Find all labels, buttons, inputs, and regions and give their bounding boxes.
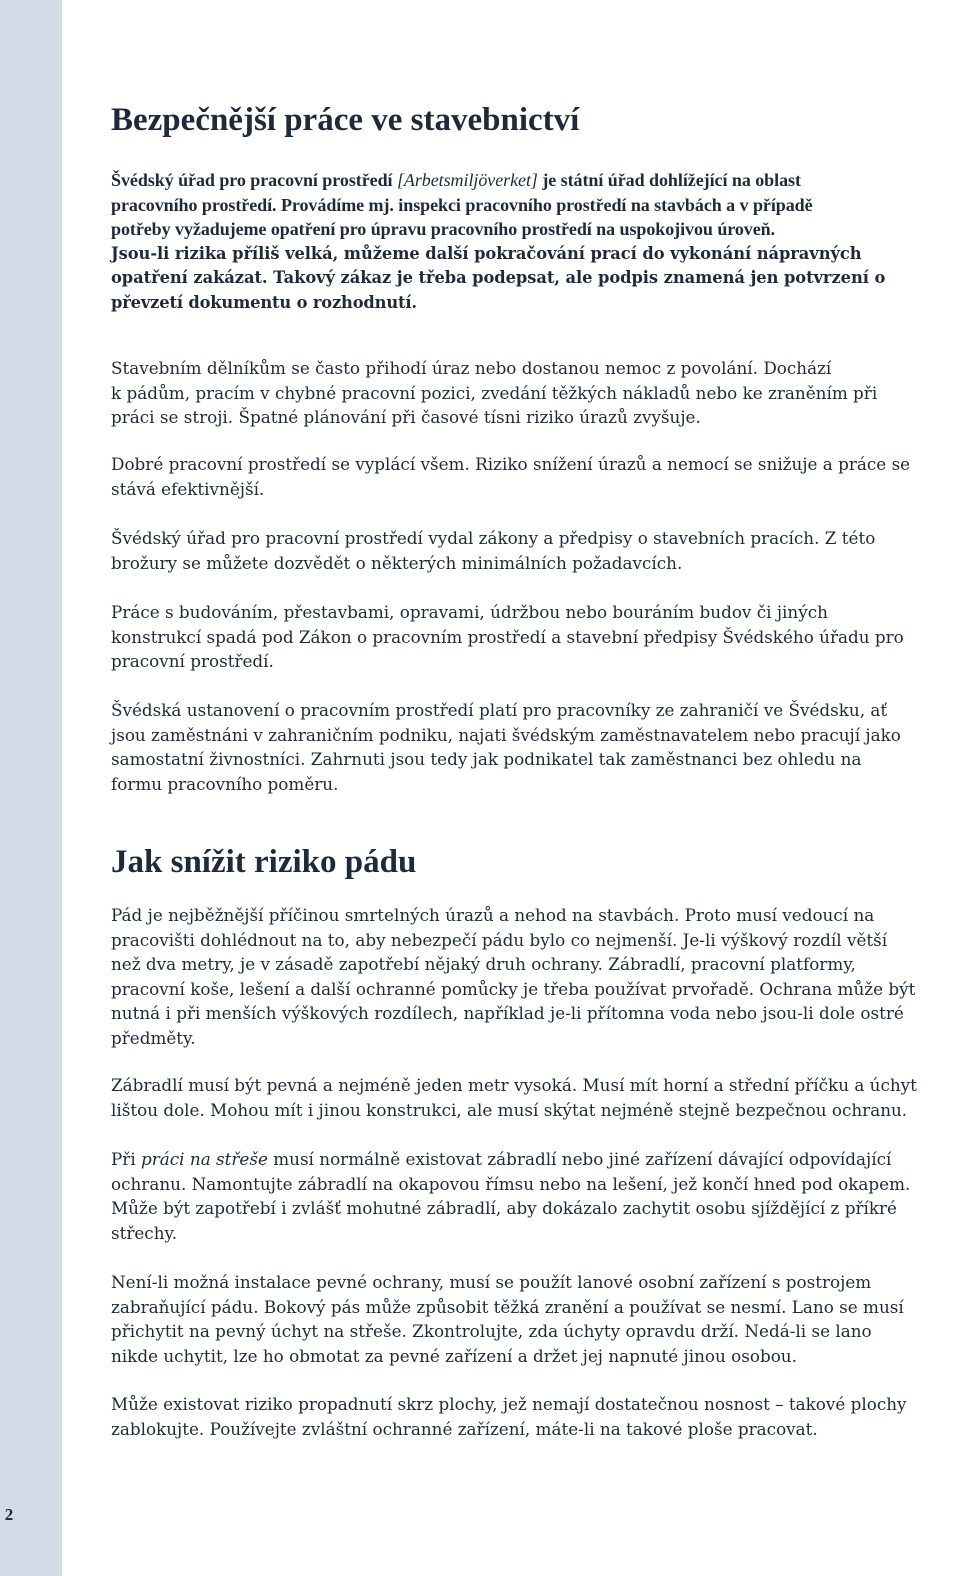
body-paragraph	[111, 1147, 956, 1245]
text-line: zablokujte. Používejte zvláštní ochranné zařízení, máte-li na takové ploše pracovat.	[111, 1418, 818, 1439]
text-line: převzetí dokumentu o rozhodnutí.	[111, 292, 417, 312]
body-paragraph	[111, 1270, 956, 1368]
text-line: formu pracovního poměru.	[111, 773, 339, 794]
text-line: než dva metry, je v zásadě zapotřebí nějaký druh ochrany. Zábradlí, pracovní platformy,	[111, 954, 856, 974]
text-line: jsou zaměstnáni v zahraničním podniku, najati švédským zaměstnavatelem nebo pracují jako	[111, 724, 901, 745]
text-line: Švédský úřad pro pracovní prostředí vydal zákony a předpisy o stavebních pracích. Z této	[111, 528, 876, 548]
body-paragraph	[111, 526, 956, 575]
text-line: přichytit na pevný úchyt na střeše. Zkontrolujte, zda úchyty opravdu drží. Nedá-li se lano	[111, 1321, 872, 1341]
text-line: Může být zapotřebí i zvlášť mohutné zábradlí, aby dokázalo zachytit osobu sjíždějící z příkré	[111, 1198, 897, 1218]
body-paragraph	[111, 903, 956, 1050]
text-line: Švédský úřad pro pracovní prostředí [Arbetsmiljöverket] je státní úřad dohlížející na oblast	[111, 170, 801, 190]
text-line: opatření zakázat. Takový zákaz je třeba podepsat, ale podpis znamená jen potvrzení o	[111, 268, 886, 287]
text-line: brožury se můžete dozvědět o některých minimálních požadavcích.	[111, 552, 683, 573]
text-line: zabraňující pádu. Bokový pás může způsobit těžká zranění a používat se nesmí. Lano se musí	[111, 1296, 904, 1317]
emphasized-term: práci na střeše	[141, 1149, 268, 1169]
text-line: konstrukcí spadá pod Zákon o pracovním prostředí a stavební předpisy Švédského úřadu pro	[111, 626, 904, 647]
text-line: Může existovat riziko propadnutí skrz plochy, jež nemají dostatečnou nosnost – takové plochy	[111, 1394, 907, 1414]
text-line: lištou dole. Mohou mít i jinou konstrukci, ale musí skýtat nejméně stejně bezpečnou ochranu.	[111, 1099, 908, 1120]
text-line: práci se stroji. Špatné plánování při časové tísni riziko úrazů zvyšuje.	[111, 407, 701, 427]
page-number: 2	[4, 1505, 14, 1524]
text-line: předměty.	[111, 1027, 196, 1048]
agency-name-swedish: [Arbetsmiljöverket]	[396, 170, 538, 190]
text-line: nikde uchytit, lze ho obmotat za pevné zařízení a držet jej napnuté jinou osobou.	[111, 1345, 797, 1366]
text-line: Jsou-li rizika příliš velká, můžeme další pokračování prací do vykonání nápravných	[111, 243, 862, 263]
text-line: ochranu. Namontujte zábradlí na okapovou římsu nebo na lešení, jež končí hned pod okapem.	[111, 1173, 911, 1194]
text-line: pracovní prostředí.	[111, 651, 274, 671]
text-line: Pád je nejběžnější příčinou smrtelných úrazů a nehod na stavbách. Proto musí vedoucí na	[111, 905, 875, 925]
section-heading-fall-risk: Jak snížit riziko pádu	[111, 844, 417, 880]
body-paragraph	[111, 1073, 956, 1122]
text-line: pracovišti dohlédnout na to, aby nebezpečí pádu bylo co nejmenší. Je-li výškový rozdíl větší	[111, 929, 888, 950]
text-line: střechy.	[111, 1222, 178, 1243]
body-paragraph	[111, 600, 956, 674]
intro-paragraph	[111, 168, 960, 315]
text-line: Práce s budováním, přestavbami, opravami, údržbou nebo bouráním budov či jiných	[111, 602, 828, 622]
text-line: pracovního prostředí. Provádíme mj. inspekci pracovního prostředí na stavbách a v případě	[111, 194, 813, 215]
text-line: samostatní živnostníci. Zahrnuti jsou tedy jak podnikatel tak zaměstnanci bez ohledu na	[111, 749, 862, 769]
text-line: Dobré pracovní prostředí se vyplácí všem. Riziko snížení úrazů a nemocí se snižuje a práce se	[111, 454, 911, 474]
body-paragraph	[111, 1392, 956, 1441]
body-paragraph	[111, 698, 956, 796]
text-line: potřeby vyžadujeme opatření pro úpravu pracovního prostředí na uspokojivou úroveň.	[111, 219, 776, 239]
text-line: stává efektivnější.	[111, 478, 265, 499]
body-paragraph	[111, 452, 956, 501]
text-line: Švédská ustanovení o pracovním prostředí platí pro pracovníky ze zahraničí ve Švédsku, ať	[111, 700, 888, 720]
body-paragraph	[111, 356, 956, 430]
text-line: k pádům, pracím v chybné pracovní pozici, zvedání těžkých nákladů nebo ke zraněním při	[111, 382, 878, 403]
page-sidebar	[0, 0, 62, 1576]
section-heading-safer-work: Bezpečnější práce ve stavebnictví	[111, 102, 580, 138]
text-line: Stavebním dělníkům se často přihodí úraz nebo dostanou nemoc z povolání. Dochází	[111, 358, 832, 378]
text-line: pracovní koše, lešení a další ochranné pomůcky je třeba používat prvořadě. Ochrana může být	[111, 978, 916, 999]
text-line: nutná i při menších výškových rozdílech, například je-li přítomna voda nebo jsou-li dole ostré	[111, 1003, 904, 1023]
text-line: Zábradlí musí být pevná a nejméně jeden metr vysoká. Musí mít horní a střední příčku a úchyt	[111, 1075, 917, 1095]
text-line: Není-li možná instalace pevné ochrany, musí se použít lanové osobní zařízení s postrojem	[111, 1272, 872, 1292]
text-line: Při práci na střeše musí normálně existovat zábradlí nebo jiné zařízení dávající odpovídající	[111, 1149, 892, 1169]
